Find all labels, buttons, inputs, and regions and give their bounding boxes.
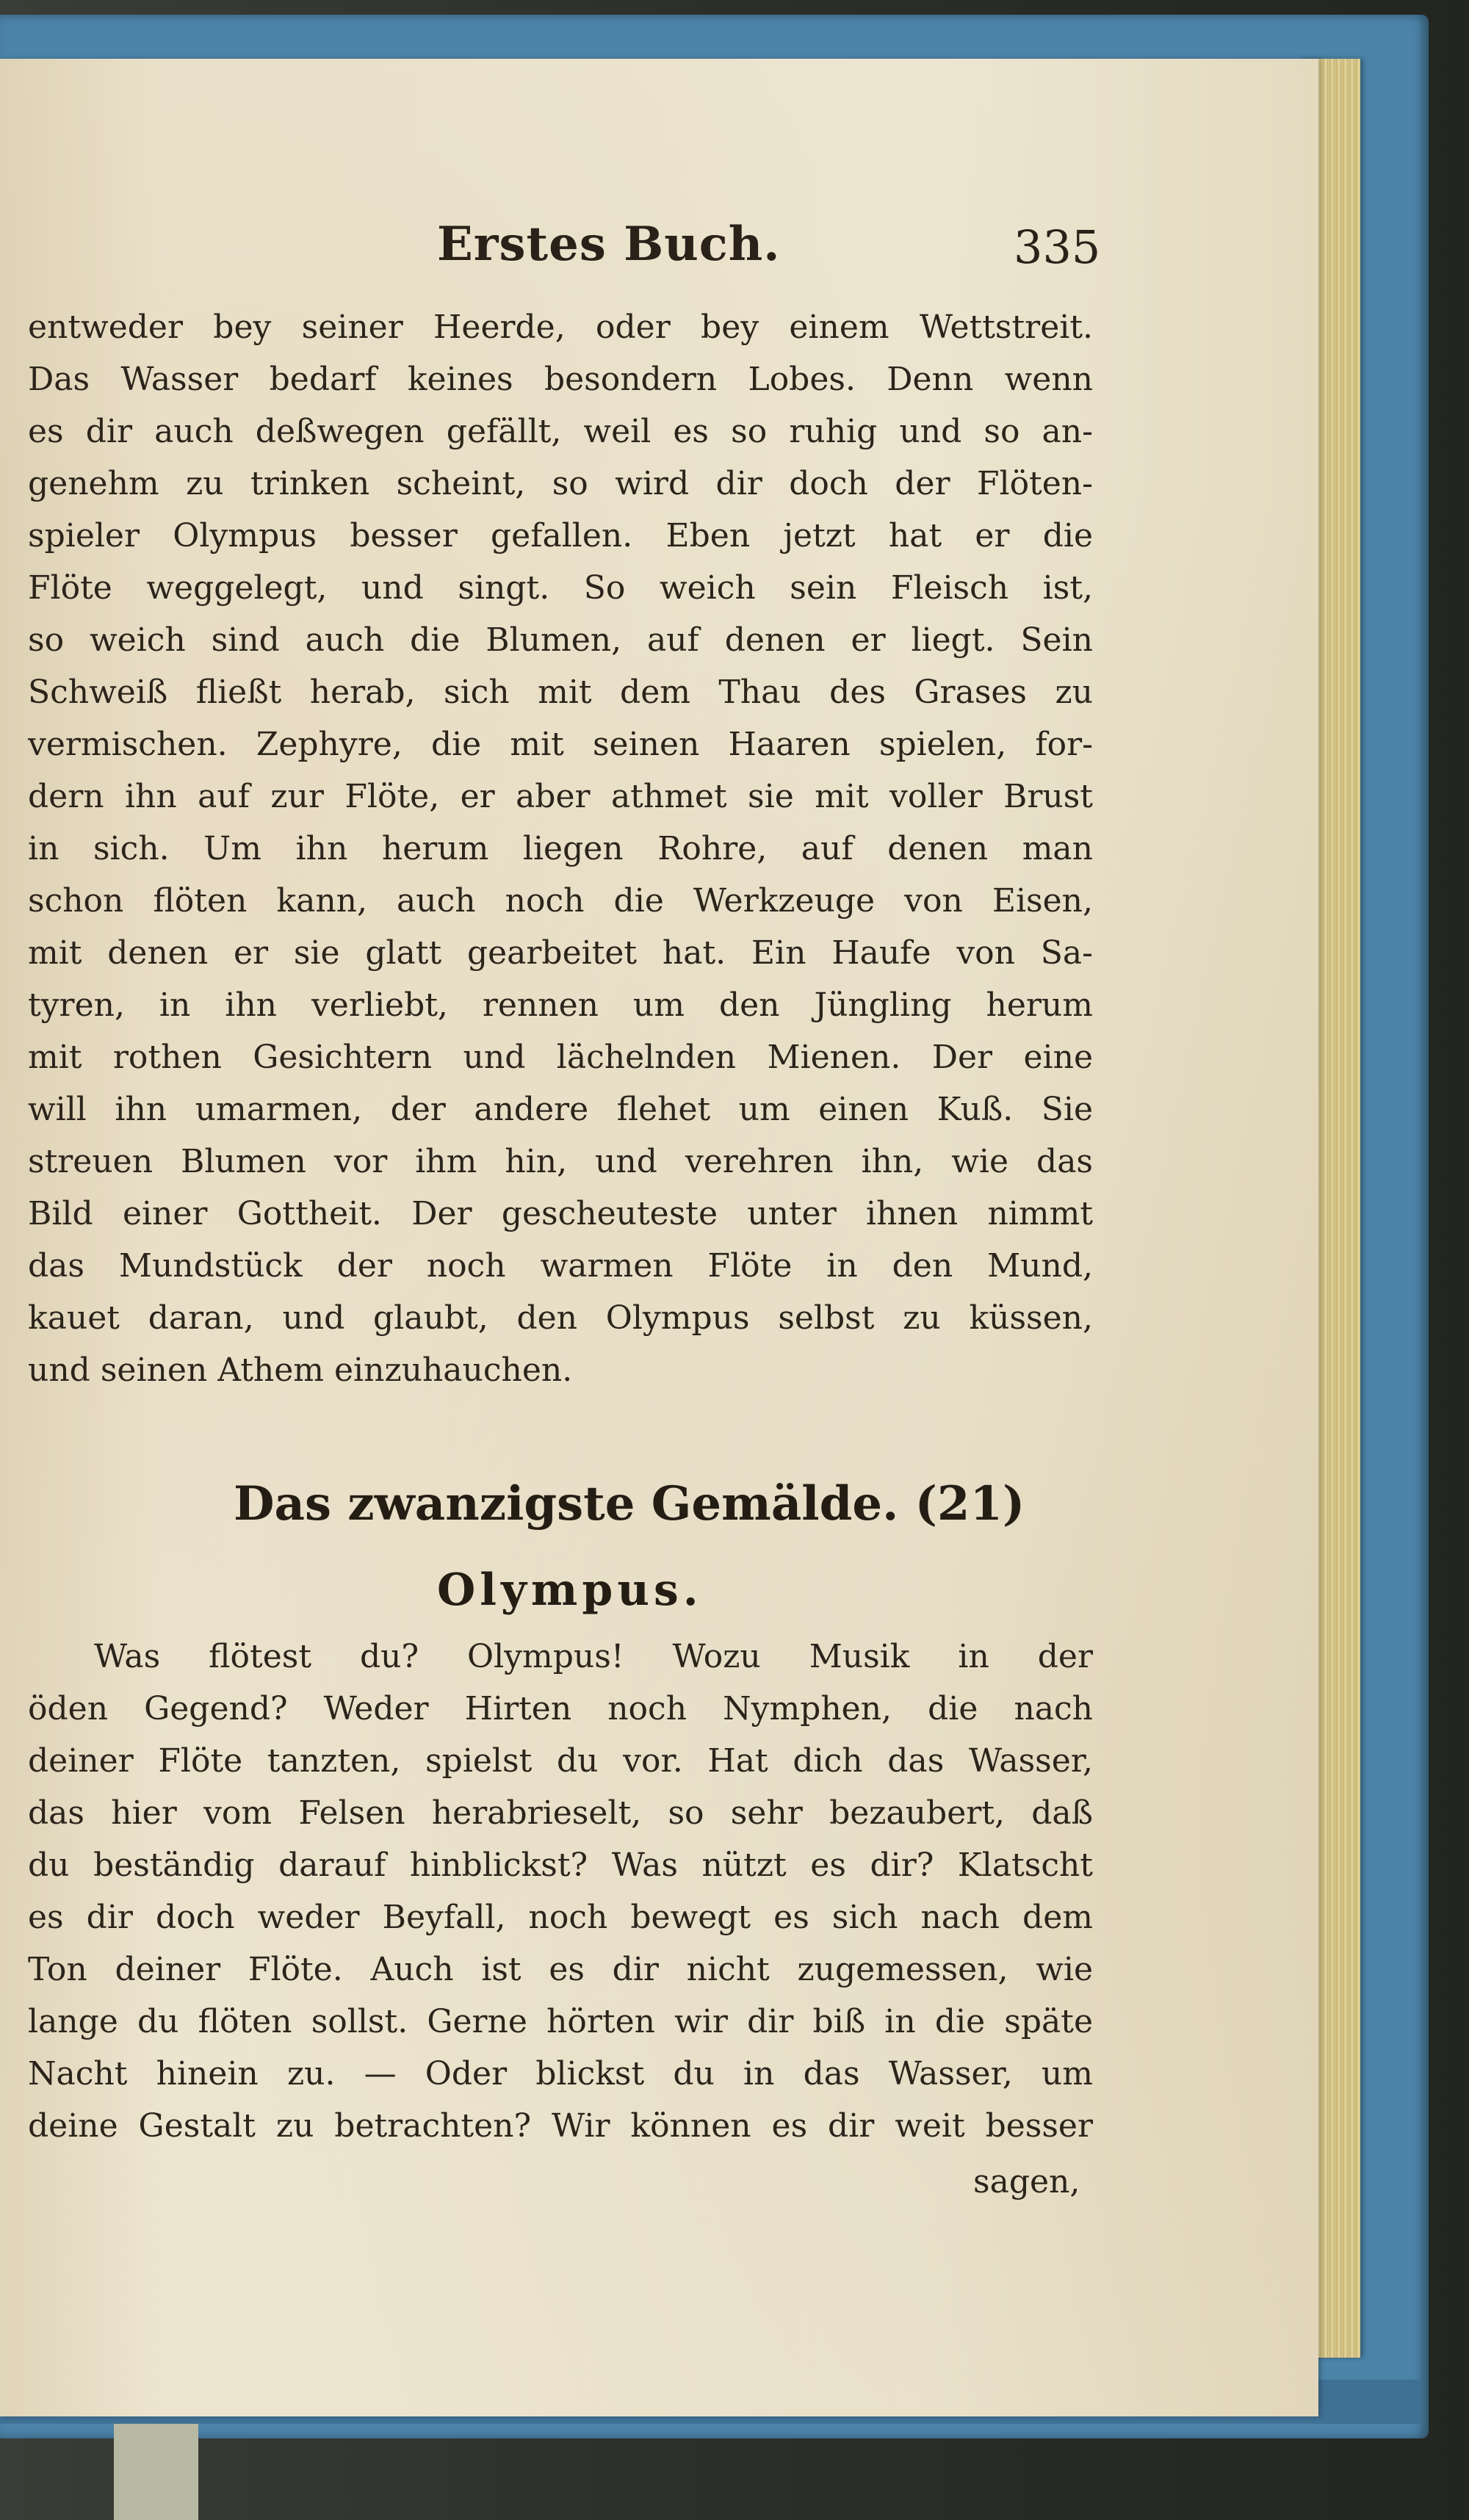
text-line: deine Gestalt zu betrachten? Wir können es dir weit besser (28, 2107, 1093, 2145)
text-line: Nacht hinein zu. — Oder blickst du in das Wasser, um (28, 2055, 1093, 2093)
text-line: dern ihn auf zur Flöte, er aber athmet sie mit voller Brust (28, 778, 1093, 815)
text-line: tyren, in ihn verliebt, rennen um den Jüngling herum (28, 986, 1093, 1024)
text-line: genehm zu trinken scheint, so wird dir doch der Flöten- (28, 465, 1093, 502)
text-line: kauet daran, und glaubt, den Olympus selbst zu küssen, (28, 1299, 1093, 1337)
text-line: mit rothen Gesichtern und lächelnden Mienen. Der eine (28, 1039, 1093, 1076)
text-line: vermischen. Zephyre, die mit seinen Haaren spielen, for- (28, 726, 1093, 763)
text-line: das hier vom Felsen herabrieselt, so sehr bezaubert, daß (28, 1794, 1093, 1832)
text-line: streuen Blumen vor ihm hin, und verehren ihn, wie das (28, 1143, 1093, 1180)
text-line: es dir auch deßwegen gefällt, weil es so ruhig und so an- (28, 413, 1093, 450)
catchword: sagen, (973, 2163, 1080, 2201)
text-line: öden Gegend? Weder Hirten noch Nymphen, die nach (28, 1690, 1093, 1727)
page-number: 335 (1014, 220, 1101, 274)
text-line: und seinen Athem einzuhauchen. (28, 1351, 573, 1389)
running-head: Erstes Buch. (437, 217, 781, 272)
text-line: deiner Flöte tanzten, spielst du vor. Hat dich das Wasser, (28, 1742, 1093, 1780)
text-line: mit denen er sie glatt gearbeitet hat. Ein Haufe von Sa- (28, 934, 1093, 972)
text-line: das Mundstück der noch warmen Flöte in den Mund, (28, 1247, 1093, 1285)
text-line: so weich sind auch die Blumen, auf denen er liegt. Sein (28, 621, 1093, 659)
chapter-title: Das zwanzigste Gemälde. (21) (234, 1476, 1025, 1531)
text-line: Das Wasser bedarf keines besondern Lobes. Denn wenn (28, 361, 1093, 398)
text-line: Was flötest du? Olympus! Wozu Musik in der (94, 1638, 1093, 1675)
body-text-bottom (28, 1631, 1093, 2152)
text-line: spieler Olympus besser gefallen. Eben jetzt hat er die (28, 517, 1093, 555)
chapter-subtitle: Olympus. (437, 1564, 703, 1616)
text-line: Schweiß fließt herab, sich mit dem Thau des Grases zu (28, 674, 1093, 711)
text-line: entweder bey seiner Heerde, oder bey einem Wettstreit. (28, 308, 1093, 346)
text-line: Ton deiner Flöte. Auch ist es dir nicht zugemessen, wie (28, 1951, 1093, 1988)
text-line: es dir doch weder Beyfall, noch bewegt es sich nach dem (28, 1899, 1093, 1936)
text-line: in sich. Um ihn herum liegen Rohre, auf denen man (28, 830, 1093, 867)
text-line: will ihn umarmen, der andere flehet um einen Kuß. Sie (28, 1091, 1093, 1128)
body-text-top (28, 301, 1093, 1396)
text-line: lange du flöten sollst. Gerne hörten wir dir biß in die späte (28, 2003, 1093, 2040)
text-line: du beständig darauf hinblickst? Was nützt es dir? Klatscht (28, 1846, 1093, 1884)
text-line: Flöte weggelegt, und singt. So weich sein Fleisch ist, (28, 569, 1093, 607)
bookmark-ribbon (114, 2424, 198, 2520)
text-line: Bild einer Gottheit. Der gescheuteste unter ihnen nimmt (28, 1195, 1093, 1232)
text-line: schon flöten kann, auch noch die Werkzeuge von Eisen, (28, 882, 1093, 920)
